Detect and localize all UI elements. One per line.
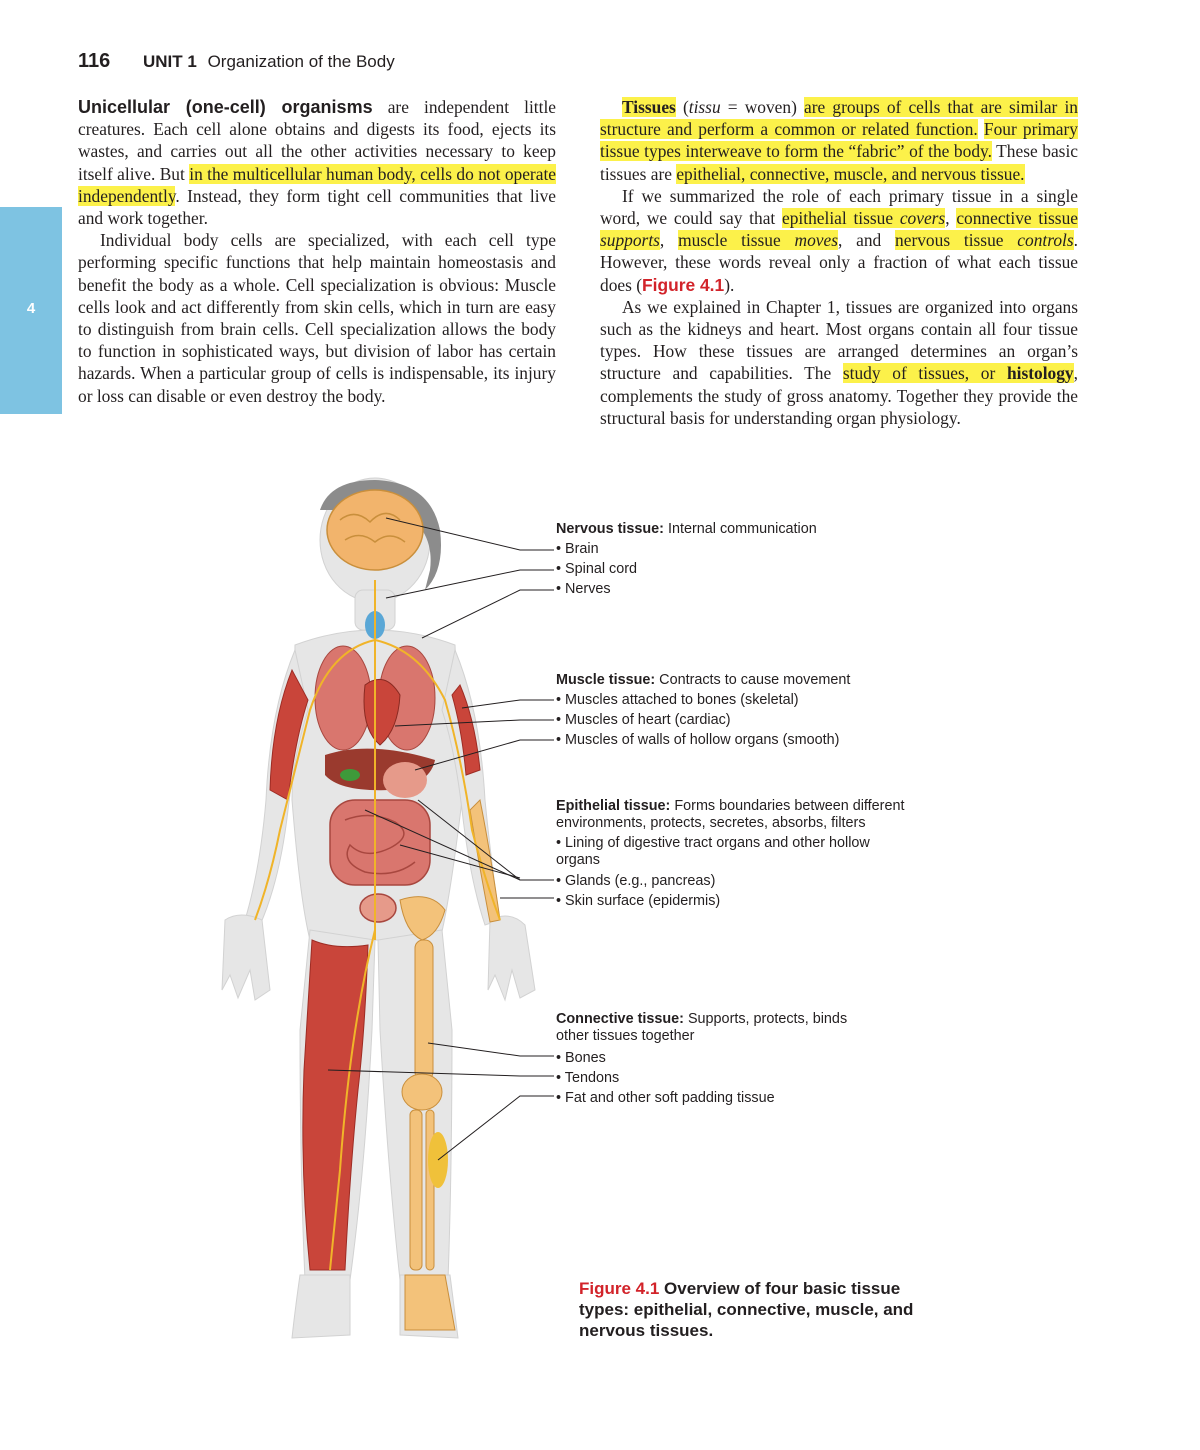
text-run: are independent little creatures. Each cell alone obtains and digests its food, ejects its wastes, and carries out all the other activities necessary to keep itself alive. But bbox=[78, 97, 557, 184]
text-run: ( bbox=[675, 97, 689, 117]
text-run: ). bbox=[724, 274, 735, 295]
text-run: study of tissues, or bbox=[842, 363, 1007, 384]
text-run: epithelial tissue bbox=[782, 208, 900, 229]
nervous-item-brain: • Brain bbox=[556, 541, 599, 557]
highlight: in the multicellular human body, cells do not operate independently bbox=[78, 163, 556, 206]
label-heading: Nervous tissue: bbox=[556, 521, 664, 537]
connective-item-fat: • Fat and other soft padding tissue bbox=[556, 1090, 775, 1106]
highlight: Four primary tissue types interweave to form the “fabric” of the body. bbox=[600, 119, 1078, 162]
connective-tissue-heading bbox=[556, 1011, 866, 1045]
text-run: , bbox=[659, 230, 679, 251]
brain bbox=[327, 490, 423, 570]
lead-term: Unicellular (one-cell) organisms bbox=[78, 97, 373, 117]
text-run: covers bbox=[899, 208, 946, 229]
label-description: Forms boundaries between different environments, protects, secretes, absorbs, filters bbox=[556, 798, 905, 831]
label-heading: Muscle tissue: bbox=[556, 672, 656, 688]
chapter-tab-number: 4 bbox=[26, 300, 36, 317]
text-run: , bbox=[945, 208, 957, 229]
page-number: 116 bbox=[78, 50, 111, 72]
figure-caption bbox=[579, 1278, 919, 1341]
epithelial-item-lining: • Lining of digestive tract organs and other hollow organs bbox=[556, 835, 870, 868]
muscle-item-smooth: • Muscles of walls of hollow organs (smooth) bbox=[556, 732, 840, 748]
paragraph-unicellular bbox=[78, 96, 556, 229]
epithelial-tissue-heading bbox=[556, 798, 926, 832]
term-histology: histology bbox=[1006, 363, 1074, 384]
connective-item-bones: • Bones bbox=[556, 1050, 606, 1066]
text-run: . Instead, they form tight cell communities that live and work together. bbox=[78, 185, 556, 229]
text-run: supports bbox=[600, 230, 660, 251]
text-run: muscle tissue bbox=[678, 230, 795, 251]
muscle-item-cardiac: • Muscles of heart (cardiac) bbox=[556, 712, 731, 728]
caption-text: Overview of four basic tissue types: epithelial, connective, muscle, and nervous tissues. bbox=[579, 1279, 914, 1340]
text-run: As we explained in Chapter 1, tissues are organized into organs such as the kidneys and heart. Most organs contain all four tissue types. How these tissues are arranged determines an organ’s structure and capabilities. The bbox=[600, 296, 1078, 384]
body-illustration bbox=[200, 470, 560, 1350]
unit-title: Organization of the Body bbox=[207, 52, 395, 71]
text-run bbox=[978, 119, 984, 139]
right-column bbox=[600, 96, 1078, 429]
unit-label: UNIT 1 bbox=[143, 52, 197, 71]
paragraph-tissues bbox=[600, 96, 1078, 185]
label-description: Supports, protects, binds other tissues together bbox=[556, 1011, 848, 1044]
text-run: connective tissue bbox=[956, 208, 1078, 229]
text-run: If we summarized the role of each primary tissue in a single word, we could say that bbox=[600, 185, 1078, 229]
nervous-tissue-label bbox=[556, 519, 956, 599]
label-heading: Connective tissue: bbox=[556, 1011, 684, 1027]
highlight bbox=[895, 230, 1074, 250]
muscle-tissue-heading bbox=[556, 670, 956, 690]
connective-item-tendons: • Tendons bbox=[556, 1070, 620, 1086]
muscle-tissue-label bbox=[556, 670, 956, 750]
text-run: nervous tissue bbox=[895, 230, 1018, 251]
nervous-item-nerves: • Nerves bbox=[556, 581, 611, 597]
text-run: These basic tissues are bbox=[600, 141, 1078, 184]
text-run: . However, these words reveal only a fraction of what each tissue does ( bbox=[600, 230, 1078, 295]
label-heading: Epithelial tissue: bbox=[556, 798, 671, 814]
epithelial-item-glands: • Glands (e.g., pancreas) bbox=[556, 873, 716, 889]
paragraph-specialization: Individual body cells are specialized, with each cell type performing specific functions that help maintain homeostasis and benefit the body as a whole. Cell specialization is obvious: Muscle cells look and act differently from skin cells, which in turn are easy to distinguish from brain cells. Cell specialization allows the body to function in sophisticated ways, but division of labor has certain hazards. When a particular group of cells is indispensable, its injury or loss can disable or even destroy the body. bbox=[78, 230, 556, 406]
text-run: = woven) bbox=[720, 97, 805, 117]
nervous-tissue-heading bbox=[556, 519, 956, 539]
left-column bbox=[78, 96, 556, 407]
epithelial-item-skin: • Skin surface (epidermis) bbox=[556, 893, 721, 909]
paragraph-roles bbox=[600, 185, 1078, 296]
text-run: controls bbox=[1017, 230, 1074, 251]
highlight bbox=[782, 208, 945, 228]
term-tissues: Tissues bbox=[622, 97, 676, 117]
text-run: moves bbox=[794, 230, 838, 251]
muscle-item-skeletal: • Muscles attached to bones (skeletal) bbox=[556, 692, 799, 708]
connective-tissue-label bbox=[556, 1011, 866, 1108]
paragraph-organs bbox=[600, 296, 1078, 429]
text-run: , and bbox=[837, 230, 896, 251]
highlight: epithelial, connective, muscle, and nervous tissue. bbox=[676, 163, 1025, 184]
highlight: are groups of cells that are similar in structure and perform a common or related function. bbox=[600, 97, 1078, 140]
highlight bbox=[843, 363, 1074, 383]
label-description: Internal communication bbox=[663, 521, 817, 537]
figure-reference-link[interactable]: Figure 4.1 bbox=[642, 274, 725, 295]
label-description: Contracts to cause movement bbox=[655, 672, 851, 688]
nervous-item-spinal-cord: • Spinal cord bbox=[556, 561, 638, 577]
epithelial-tissue-label bbox=[556, 798, 926, 911]
figure-number: Figure 4.1 bbox=[579, 1279, 660, 1298]
highlight bbox=[678, 230, 838, 250]
running-head bbox=[78, 50, 395, 73]
text-run: , complements the study of gross anatomy. Together they provide the structural basis for understanding organ physiology. bbox=[600, 363, 1078, 428]
etymology: tissu bbox=[688, 97, 721, 117]
